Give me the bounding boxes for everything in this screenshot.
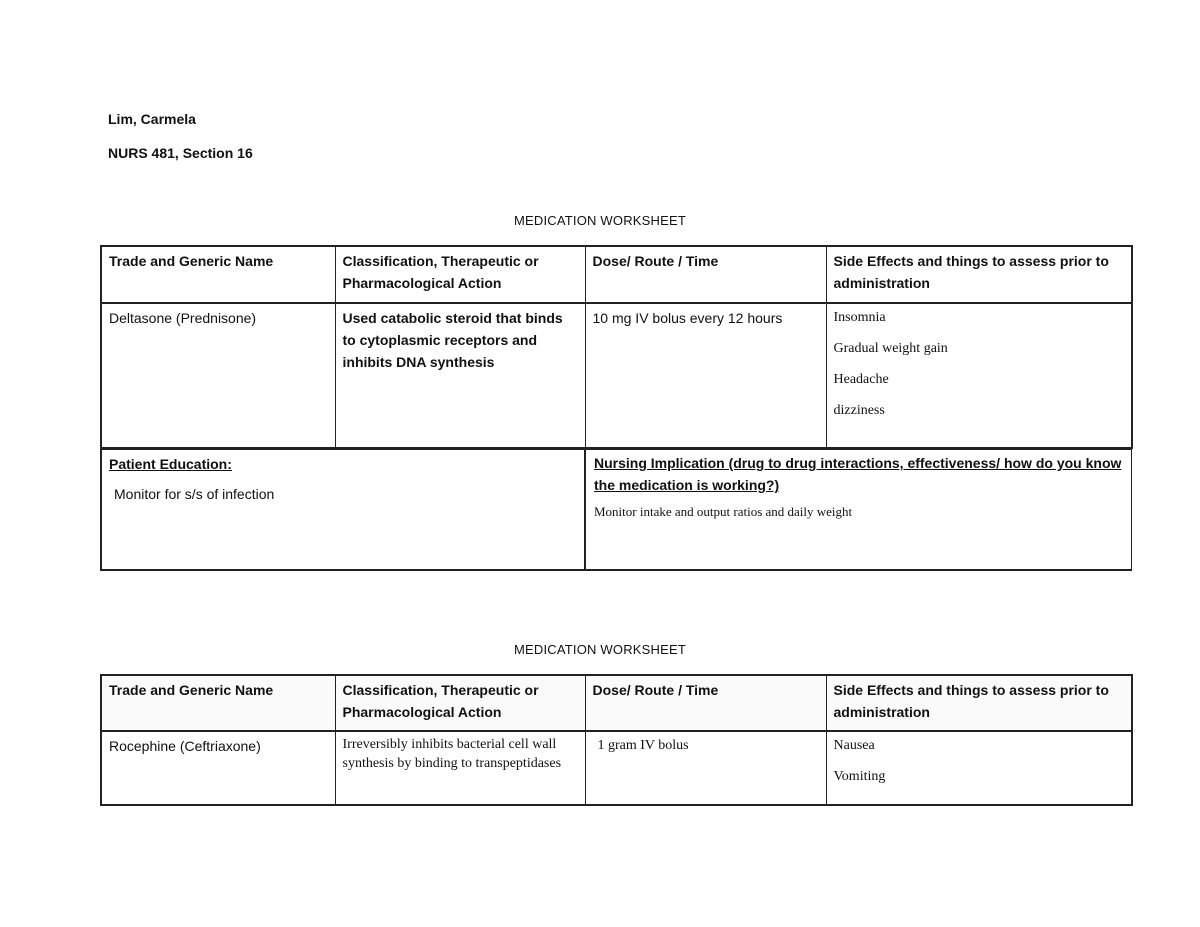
side-effects-list (826, 731, 1132, 805)
drug-dose: 1 gram IV bolus (585, 731, 826, 805)
patient-education-box (100, 449, 586, 571)
side-effect-item: Gradual weight gain (833, 341, 948, 356)
medication-table-2 (100, 674, 1133, 806)
drug-name: Deltasone (Prednisone) (101, 303, 335, 448)
side-effect-item: Insomnia (833, 310, 886, 325)
side-effect-item: Vomiting (833, 769, 886, 784)
col-header-name: Trade and Generic Name (101, 246, 335, 303)
table-row (101, 731, 1132, 805)
side-effect-item: Headache (833, 372, 889, 387)
patient-education-label: Patient Education: (109, 456, 232, 472)
patient-education-text: Monitor for s/s of infection (114, 486, 275, 502)
side-effect-item: dizziness (833, 403, 885, 418)
drug-dose: 10 mg IV bolus every 12 hours (585, 303, 826, 448)
side-effect-item: Nausea (833, 738, 875, 753)
col-header-name: Trade and Generic Name (101, 675, 335, 731)
drug-classification: Irreversibly inhibits bacterial cell wall synthesis by binding to transpeptidases (335, 731, 585, 805)
table-header-row (101, 246, 1132, 303)
nursing-implication-text: Monitor intake and output ratios and daily weight (594, 504, 853, 519)
side-effects-list (826, 303, 1132, 448)
col-header-side-effects: Side Effects and things to assess prior to administration (826, 246, 1132, 303)
drug-name: Rocephine (Ceftriaxone) (101, 731, 335, 805)
medication-table-1 (100, 245, 1133, 449)
table-row (101, 303, 1132, 448)
worksheet-title: MEDICATION WORKSHEET (513, 642, 687, 657)
table-header-row (101, 675, 1132, 731)
student-name: Lim, Carmela (108, 111, 196, 127)
col-header-dose: Dose/ Route / Time (585, 675, 826, 731)
course-section: NURS 481, Section 16 (108, 145, 253, 161)
drug-classification: Used catabolic steroid that binds to cytoplasmic receptors and inhibits DNA synthesis (335, 303, 585, 448)
nursing-implication-label: Nursing Implication (drug to drug interactions, effectiveness/ how do you know the medication is working?) (594, 455, 1122, 493)
col-header-side-effects: Side Effects and things to assess prior to administration (826, 675, 1132, 731)
worksheet-title: MEDICATION WORKSHEET (513, 213, 687, 228)
col-header-classification: Classification, Therapeutic or Pharmacological Action (335, 246, 585, 303)
col-header-dose: Dose/ Route / Time (585, 246, 826, 303)
nursing-implication-box (584, 449, 1132, 571)
col-header-classification: Classification, Therapeutic or Pharmacological Action (335, 675, 585, 731)
